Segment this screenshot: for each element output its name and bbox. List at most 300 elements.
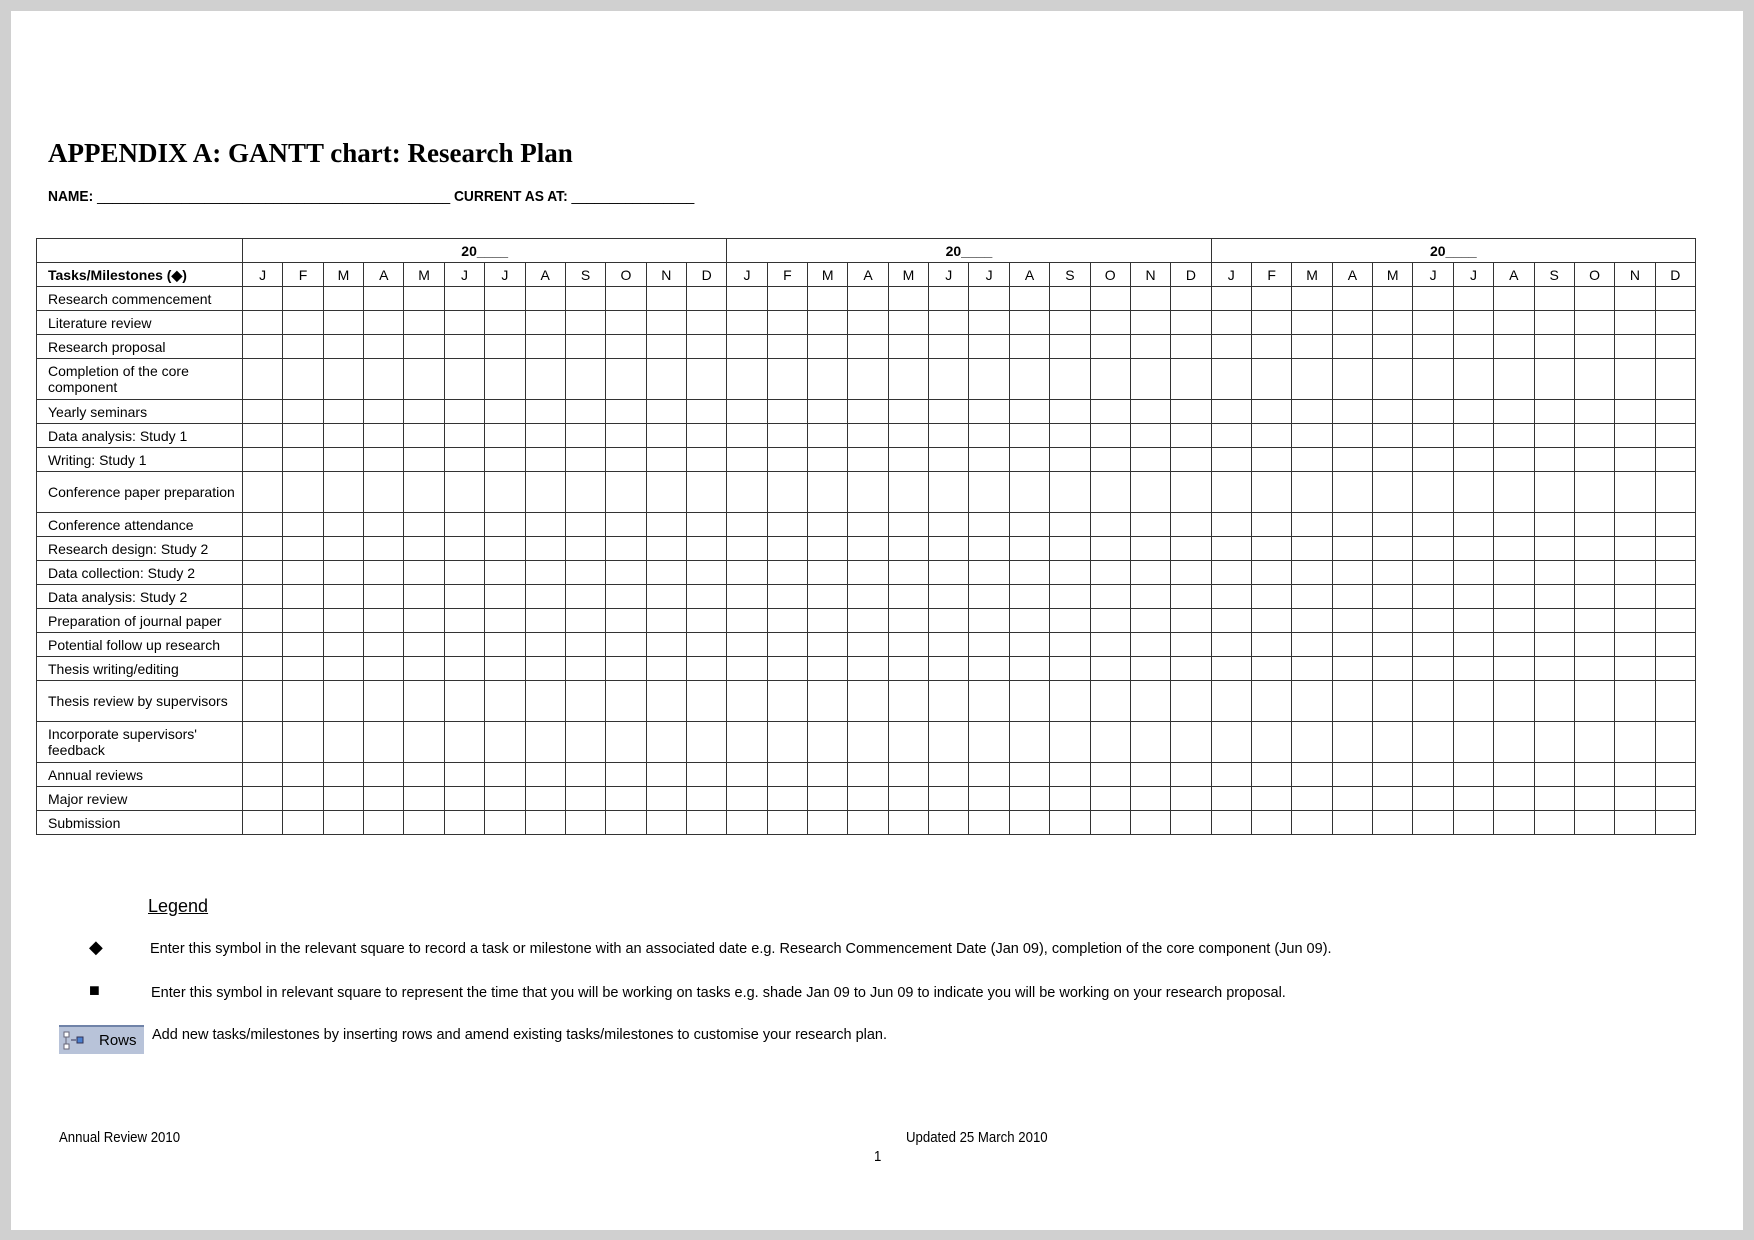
task-label[interactable]: Thesis review by supervisors [37, 681, 243, 722]
gantt-cell[interactable] [323, 585, 363, 609]
gantt-cell[interactable] [364, 448, 404, 472]
gantt-cell[interactable] [1574, 633, 1614, 657]
gantt-cell[interactable] [1332, 359, 1372, 400]
gantt-cell[interactable] [1251, 633, 1291, 657]
task-label[interactable]: Data collection: Study 2 [37, 561, 243, 585]
gantt-cell[interactable] [364, 722, 404, 763]
task-label[interactable]: Submission [37, 811, 243, 835]
gantt-cell[interactable] [1534, 657, 1574, 681]
gantt-cell[interactable] [283, 763, 323, 787]
gantt-cell[interactable] [323, 811, 363, 835]
gantt-cell[interactable] [1574, 311, 1614, 335]
gantt-cell[interactable] [283, 424, 323, 448]
gantt-cell[interactable] [888, 448, 928, 472]
gantt-cell[interactable] [888, 335, 928, 359]
gantt-cell[interactable] [1251, 811, 1291, 835]
gantt-cell[interactable] [1413, 681, 1453, 722]
gantt-cell[interactable] [1373, 585, 1413, 609]
gantt-cell[interactable] [848, 633, 888, 657]
gantt-cell[interactable] [323, 763, 363, 787]
gantt-cell[interactable] [606, 811, 646, 835]
gantt-cell[interactable] [888, 787, 928, 811]
gantt-cell[interactable] [1373, 681, 1413, 722]
gantt-cell[interactable] [808, 537, 848, 561]
gantt-cell[interactable] [767, 335, 807, 359]
gantt-cell[interactable] [1211, 811, 1251, 835]
gantt-cell[interactable] [1494, 448, 1534, 472]
gantt-cell[interactable] [808, 585, 848, 609]
gantt-cell[interactable] [1211, 585, 1251, 609]
gantt-cell[interactable] [243, 657, 283, 681]
gantt-cell[interactable] [888, 424, 928, 448]
gantt-cell[interactable] [404, 811, 444, 835]
gantt-cell[interactable] [1130, 681, 1170, 722]
gantt-cell[interactable] [1050, 400, 1090, 424]
gantt-cell[interactable] [283, 633, 323, 657]
gantt-cell[interactable] [646, 763, 686, 787]
gantt-cell[interactable] [404, 561, 444, 585]
gantt-cell[interactable] [1251, 424, 1291, 448]
gantt-cell[interactable] [243, 561, 283, 585]
gantt-cell[interactable] [1292, 335, 1332, 359]
gantt-cell[interactable] [1251, 763, 1291, 787]
gantt-cell[interactable] [444, 448, 484, 472]
gantt-cell[interactable] [1171, 400, 1211, 424]
gantt-cell[interactable] [646, 609, 686, 633]
gantt-cell[interactable] [243, 400, 283, 424]
gantt-cell[interactable] [1332, 763, 1372, 787]
gantt-cell[interactable] [1655, 561, 1695, 585]
gantt-cell[interactable] [848, 472, 888, 513]
gantt-cell[interactable] [1090, 657, 1130, 681]
gantt-cell[interactable] [808, 513, 848, 537]
gantt-cell[interactable] [283, 472, 323, 513]
gantt-cell[interactable] [243, 787, 283, 811]
gantt-cell[interactable] [1009, 681, 1049, 722]
gantt-cell[interactable] [1655, 287, 1695, 311]
gantt-cell[interactable] [848, 287, 888, 311]
gantt-cell[interactable] [1292, 811, 1332, 835]
gantt-cell[interactable] [1292, 287, 1332, 311]
gantt-cell[interactable] [323, 311, 363, 335]
gantt-cell[interactable] [1171, 311, 1211, 335]
gantt-cell[interactable] [1009, 359, 1049, 400]
gantt-cell[interactable] [1494, 335, 1534, 359]
gantt-cell[interactable] [1009, 722, 1049, 763]
gantt-cell[interactable] [1251, 585, 1291, 609]
gantt-cell[interactable] [1211, 287, 1251, 311]
gantt-cell[interactable] [929, 722, 969, 763]
gantt-cell[interactable] [888, 609, 928, 633]
gantt-cell[interactable] [1373, 472, 1413, 513]
gantt-cell[interactable] [646, 657, 686, 681]
gantt-cell[interactable] [1655, 811, 1695, 835]
gantt-cell[interactable] [929, 335, 969, 359]
gantt-cell[interactable] [808, 472, 848, 513]
gantt-cell[interactable] [848, 448, 888, 472]
gantt-cell[interactable] [1373, 633, 1413, 657]
gantt-cell[interactable] [888, 287, 928, 311]
gantt-cell[interactable] [1413, 424, 1453, 448]
gantt-cell[interactable] [1453, 448, 1493, 472]
gantt-cell[interactable] [1130, 472, 1170, 513]
gantt-cell[interactable] [848, 400, 888, 424]
gantt-cell[interactable] [1373, 763, 1413, 787]
gantt-cell[interactable] [1574, 400, 1614, 424]
gantt-cell[interactable] [646, 359, 686, 400]
gantt-cell[interactable] [1090, 424, 1130, 448]
gantt-cell[interactable] [283, 335, 323, 359]
gantt-cell[interactable] [1574, 657, 1614, 681]
gantt-cell[interactable] [1655, 537, 1695, 561]
gantt-cell[interactable] [283, 561, 323, 585]
gantt-cell[interactable] [1453, 400, 1493, 424]
gantt-cell[interactable] [1211, 657, 1251, 681]
gantt-cell[interactable] [606, 400, 646, 424]
gantt-cell[interactable] [1171, 537, 1211, 561]
gantt-cell[interactable] [565, 561, 605, 585]
gantt-cell[interactable] [848, 657, 888, 681]
gantt-cell[interactable] [444, 811, 484, 835]
gantt-cell[interactable] [646, 448, 686, 472]
gantt-cell[interactable] [1655, 359, 1695, 400]
gantt-cell[interactable] [283, 537, 323, 561]
gantt-cell[interactable] [485, 287, 525, 311]
gantt-cell[interactable] [969, 400, 1009, 424]
gantt-cell[interactable] [485, 811, 525, 835]
gantt-cell[interactable] [1171, 585, 1211, 609]
gantt-cell[interactable] [1453, 335, 1493, 359]
gantt-cell[interactable] [1574, 359, 1614, 400]
gantt-cell[interactable] [444, 763, 484, 787]
gantt-cell[interactable] [1534, 763, 1574, 787]
gantt-cell[interactable] [1655, 400, 1695, 424]
gantt-cell[interactable] [606, 448, 646, 472]
gantt-cell[interactable] [1574, 787, 1614, 811]
insert-rows-button[interactable] [59, 1025, 144, 1054]
gantt-cell[interactable] [364, 287, 404, 311]
gantt-cell[interactable] [1373, 787, 1413, 811]
gantt-cell[interactable] [565, 609, 605, 633]
gantt-cell[interactable] [1373, 448, 1413, 472]
gantt-cell[interactable] [1050, 609, 1090, 633]
gantt-cell[interactable] [1171, 681, 1211, 722]
gantt-cell[interactable] [1574, 763, 1614, 787]
gantt-cell[interactable] [1453, 585, 1493, 609]
gantt-cell[interactable] [888, 561, 928, 585]
gantt-cell[interactable] [1615, 681, 1655, 722]
gantt-cell[interactable] [808, 424, 848, 448]
gantt-cell[interactable] [969, 287, 1009, 311]
gantt-cell[interactable] [1494, 657, 1534, 681]
gantt-cell[interactable] [565, 359, 605, 400]
gantt-cell[interactable] [929, 359, 969, 400]
gantt-cell[interactable] [1574, 537, 1614, 561]
gantt-cell[interactable] [485, 722, 525, 763]
gantt-cell[interactable] [485, 359, 525, 400]
gantt-cell[interactable] [1655, 633, 1695, 657]
gantt-cell[interactable] [1655, 513, 1695, 537]
gantt-cell[interactable] [1171, 609, 1211, 633]
gantt-cell[interactable] [243, 472, 283, 513]
gantt-cell[interactable] [606, 311, 646, 335]
gantt-cell[interactable] [1413, 448, 1453, 472]
gantt-cell[interactable] [1615, 633, 1655, 657]
gantt-cell[interactable] [1130, 359, 1170, 400]
gantt-cell[interactable] [525, 472, 565, 513]
gantt-cell[interactable] [283, 311, 323, 335]
gantt-cell[interactable] [1050, 537, 1090, 561]
gantt-cell[interactable] [1332, 787, 1372, 811]
gantt-cell[interactable] [1534, 561, 1574, 585]
gantt-cell[interactable] [1373, 722, 1413, 763]
gantt-cell[interactable] [1171, 448, 1211, 472]
gantt-cell[interactable] [243, 335, 283, 359]
gantt-cell[interactable] [404, 787, 444, 811]
gantt-cell[interactable] [606, 472, 646, 513]
gantt-cell[interactable] [1413, 561, 1453, 585]
gantt-cell[interactable] [485, 513, 525, 537]
gantt-cell[interactable] [1615, 513, 1655, 537]
gantt-cell[interactable] [1494, 311, 1534, 335]
gantt-cell[interactable] [969, 311, 1009, 335]
gantt-cell[interactable] [323, 424, 363, 448]
gantt-cell[interactable] [1453, 513, 1493, 537]
gantt-cell[interactable] [1171, 472, 1211, 513]
gantt-cell[interactable] [525, 311, 565, 335]
gantt-cell[interactable] [1615, 287, 1655, 311]
gantt-cell[interactable] [444, 513, 484, 537]
gantt-cell[interactable] [929, 657, 969, 681]
gantt-cell[interactable] [1050, 763, 1090, 787]
gantt-cell[interactable] [565, 633, 605, 657]
gantt-cell[interactable] [848, 681, 888, 722]
gantt-cell[interactable] [1534, 633, 1574, 657]
gantt-cell[interactable] [1413, 763, 1453, 787]
task-label[interactable]: Thesis writing/editing [37, 657, 243, 681]
gantt-cell[interactable] [767, 424, 807, 448]
gantt-cell[interactable] [525, 287, 565, 311]
gantt-cell[interactable] [646, 722, 686, 763]
gantt-cell[interactable] [1251, 335, 1291, 359]
gantt-cell[interactable] [1494, 359, 1534, 400]
gantt-cell[interactable] [686, 633, 726, 657]
gantt-cell[interactable] [929, 311, 969, 335]
gantt-cell[interactable] [565, 335, 605, 359]
gantt-cell[interactable] [929, 633, 969, 657]
gantt-cell[interactable] [808, 359, 848, 400]
gantt-cell[interactable] [1251, 609, 1291, 633]
gantt-cell[interactable] [283, 400, 323, 424]
gantt-cell[interactable] [727, 359, 767, 400]
gantt-cell[interactable] [1373, 561, 1413, 585]
gantt-cell[interactable] [485, 561, 525, 585]
gantt-cell[interactable] [525, 681, 565, 722]
gantt-cell[interactable] [727, 763, 767, 787]
gantt-cell[interactable] [1130, 335, 1170, 359]
gantt-cell[interactable] [969, 513, 1009, 537]
gantt-cell[interactable] [767, 513, 807, 537]
gantt-cell[interactable] [444, 787, 484, 811]
gantt-cell[interactable] [1494, 400, 1534, 424]
gantt-cell[interactable] [848, 537, 888, 561]
gantt-cell[interactable] [888, 763, 928, 787]
gantt-cell[interactable] [1050, 657, 1090, 681]
gantt-cell[interactable] [485, 335, 525, 359]
gantt-cell[interactable] [686, 681, 726, 722]
gantt-cell[interactable] [1615, 400, 1655, 424]
gantt-cell[interactable] [364, 400, 404, 424]
gantt-cell[interactable] [1453, 633, 1493, 657]
gantt-cell[interactable] [1090, 513, 1130, 537]
task-label[interactable]: Annual reviews [37, 763, 243, 787]
gantt-cell[interactable] [1050, 585, 1090, 609]
gantt-cell[interactable] [485, 311, 525, 335]
gantt-cell[interactable] [1009, 513, 1049, 537]
gantt-cell[interactable] [1332, 311, 1372, 335]
gantt-cell[interactable] [606, 763, 646, 787]
gantt-cell[interactable] [1211, 513, 1251, 537]
gantt-cell[interactable] [283, 448, 323, 472]
gantt-cell[interactable] [444, 335, 484, 359]
gantt-cell[interactable] [565, 400, 605, 424]
gantt-cell[interactable] [1453, 472, 1493, 513]
gantt-cell[interactable] [1373, 400, 1413, 424]
gantt-cell[interactable] [767, 448, 807, 472]
gantt-cell[interactable] [565, 287, 605, 311]
gantt-cell[interactable] [1332, 609, 1372, 633]
gantt-cell[interactable] [1292, 359, 1332, 400]
gantt-cell[interactable] [525, 335, 565, 359]
gantt-cell[interactable] [969, 763, 1009, 787]
gantt-cell[interactable] [565, 424, 605, 448]
gantt-cell[interactable] [323, 657, 363, 681]
gantt-cell[interactable] [606, 722, 646, 763]
gantt-cell[interactable] [848, 763, 888, 787]
gantt-cell[interactable] [243, 681, 283, 722]
gantt-cell[interactable] [364, 472, 404, 513]
gantt-cell[interactable] [1494, 722, 1534, 763]
gantt-cell[interactable] [848, 722, 888, 763]
gantt-cell[interactable] [1090, 609, 1130, 633]
gantt-cell[interactable] [1090, 722, 1130, 763]
gantt-cell[interactable] [1574, 722, 1614, 763]
gantt-cell[interactable] [364, 633, 404, 657]
gantt-cell[interactable] [1574, 681, 1614, 722]
gantt-cell[interactable] [646, 311, 686, 335]
gantt-cell[interactable] [1494, 287, 1534, 311]
gantt-cell[interactable] [404, 513, 444, 537]
gantt-cell[interactable] [1655, 763, 1695, 787]
gantt-cell[interactable] [1494, 681, 1534, 722]
gantt-cell[interactable] [1494, 811, 1534, 835]
gantt-cell[interactable] [646, 472, 686, 513]
gantt-cell[interactable] [969, 335, 1009, 359]
gantt-cell[interactable] [686, 472, 726, 513]
gantt-cell[interactable] [646, 633, 686, 657]
gantt-cell[interactable] [1615, 472, 1655, 513]
gantt-cell[interactable] [1615, 424, 1655, 448]
gantt-cell[interactable] [1413, 811, 1453, 835]
gantt-cell[interactable] [1615, 763, 1655, 787]
gantt-cell[interactable] [444, 359, 484, 400]
gantt-cell[interactable] [364, 763, 404, 787]
gantt-cell[interactable] [323, 681, 363, 722]
gantt-cell[interactable] [686, 657, 726, 681]
gantt-cell[interactable] [1171, 633, 1211, 657]
gantt-cell[interactable] [808, 609, 848, 633]
gantt-cell[interactable] [1090, 811, 1130, 835]
gantt-cell[interactable] [404, 609, 444, 633]
gantt-cell[interactable] [243, 811, 283, 835]
gantt-cell[interactable] [1413, 537, 1453, 561]
task-label[interactable]: Data analysis: Study 1 [37, 424, 243, 448]
gantt-cell[interactable] [1009, 448, 1049, 472]
gantt-cell[interactable] [808, 287, 848, 311]
gantt-cell[interactable] [1534, 811, 1574, 835]
gantt-cell[interactable] [767, 359, 807, 400]
task-label[interactable]: Completion of the core component [37, 359, 243, 400]
gantt-cell[interactable] [1211, 424, 1251, 448]
gantt-cell[interactable] [404, 722, 444, 763]
gantt-cell[interactable] [1171, 359, 1211, 400]
gantt-cell[interactable] [1574, 448, 1614, 472]
gantt-cell[interactable] [767, 472, 807, 513]
gantt-cell[interactable] [1332, 537, 1372, 561]
gantt-cell[interactable] [646, 400, 686, 424]
gantt-cell[interactable] [364, 537, 404, 561]
gantt-cell[interactable] [1655, 787, 1695, 811]
gantt-cell[interactable] [1090, 561, 1130, 585]
gantt-cell[interactable] [1534, 681, 1574, 722]
gantt-cell[interactable] [1090, 335, 1130, 359]
gantt-cell[interactable] [1251, 287, 1291, 311]
gantt-cell[interactable] [525, 722, 565, 763]
gantt-cell[interactable] [525, 657, 565, 681]
gantt-cell[interactable] [606, 787, 646, 811]
gantt-cell[interactable] [848, 609, 888, 633]
gantt-cell[interactable] [323, 400, 363, 424]
gantt-cell[interactable] [969, 448, 1009, 472]
gantt-cell[interactable] [1292, 722, 1332, 763]
gantt-cell[interactable] [364, 585, 404, 609]
gantt-cell[interactable] [1211, 359, 1251, 400]
gantt-cell[interactable] [1655, 448, 1695, 472]
task-label[interactable]: Research design: Study 2 [37, 537, 243, 561]
gantt-cell[interactable] [323, 287, 363, 311]
gantt-cell[interactable] [929, 537, 969, 561]
gantt-cell[interactable] [1050, 448, 1090, 472]
gantt-cell[interactable] [808, 400, 848, 424]
gantt-cell[interactable] [1050, 811, 1090, 835]
gantt-cell[interactable] [1494, 424, 1534, 448]
gantt-cell[interactable] [404, 633, 444, 657]
gantt-cell[interactable] [686, 585, 726, 609]
gantt-cell[interactable] [1211, 335, 1251, 359]
task-label[interactable]: Data analysis: Study 2 [37, 585, 243, 609]
gantt-cell[interactable] [606, 633, 646, 657]
gantt-cell[interactable] [444, 424, 484, 448]
gantt-cell[interactable] [686, 400, 726, 424]
gantt-cell[interactable] [888, 400, 928, 424]
gantt-cell[interactable] [485, 537, 525, 561]
gantt-cell[interactable] [646, 287, 686, 311]
gantt-cell[interactable] [1453, 359, 1493, 400]
gantt-cell[interactable] [1292, 472, 1332, 513]
gantt-cell[interactable] [1494, 633, 1534, 657]
gantt-cell[interactable] [929, 811, 969, 835]
gantt-cell[interactable] [1009, 585, 1049, 609]
